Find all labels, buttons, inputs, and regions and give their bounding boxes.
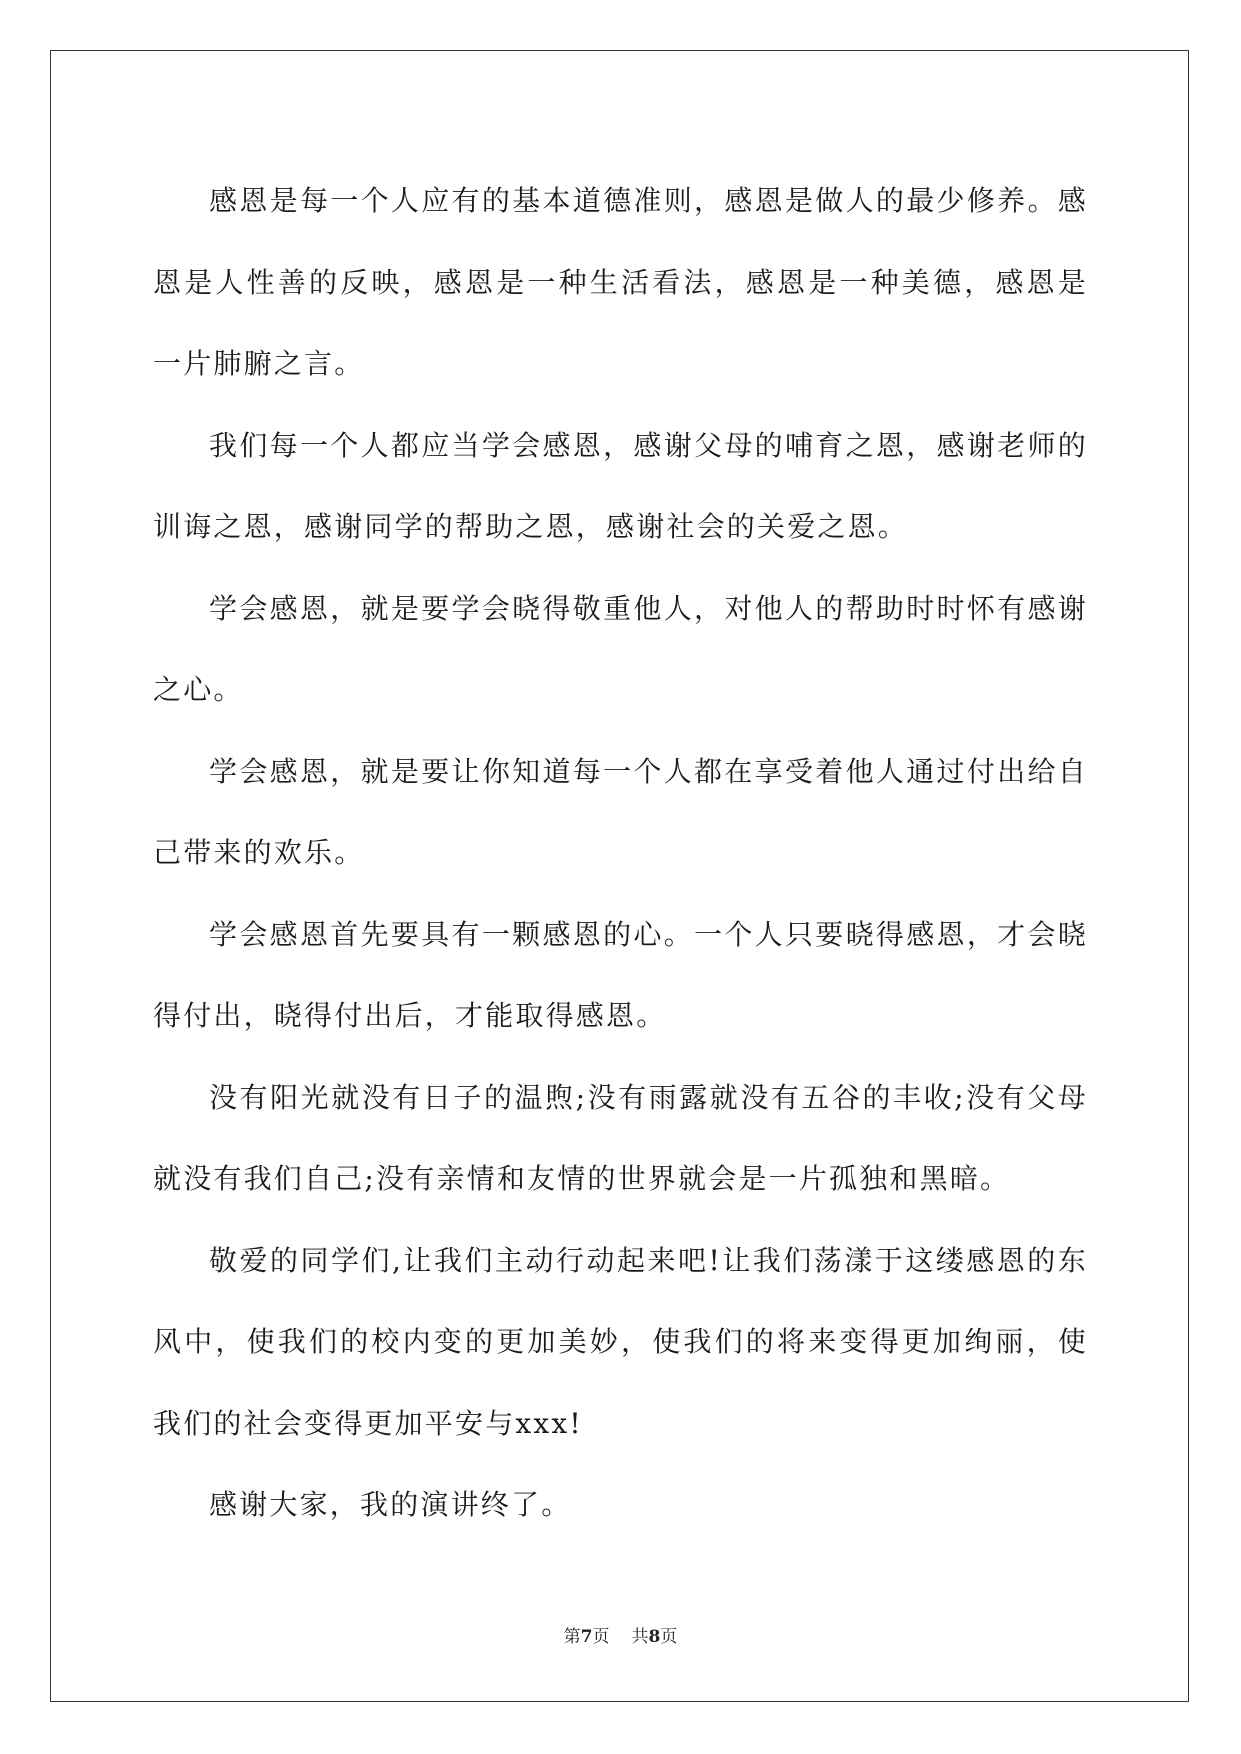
page-number-current: 7 (580, 1627, 593, 1647)
page-total-unit: 页 (660, 1627, 678, 1647)
paragraph-5: 学会感恩首先要具有一颗感恩的心。一个人只要晓得感恩，才会晓得付出，晓得付出后，才能取得感恩。 (153, 917, 1088, 1032)
page-total-prefix: 共 (631, 1627, 649, 1647)
page-number-prefix: 第 (563, 1627, 581, 1647)
paragraph-7: 敬爱的同学们,让我们主动行动起来吧!让我们荡漾于这缕感恩的东风中，使我们的校内变的更加美妙，使我们的将来变得更加绚丽，使我们的社会变得更加平安与xxx! (153, 1243, 1088, 1440)
page-total-count: 8 (648, 1627, 661, 1647)
paragraph-8: 感谢大家，我的演讲终了。 (209, 1488, 572, 1521)
paragraph-6: 没有阳光就没有日子的温煦;没有雨露就没有五谷的丰收;没有父母就没有我们自己;没有亲情和友情的世界就会是一片孤独和黑暗。 (153, 1080, 1088, 1195)
document-body (153, 160, 1088, 1546)
paragraph-1: 感恩是每一个人应有的基本道德准则，感恩是做人的最少修养。感恩是人性善的反映，感恩是一种生活看法，感恩是一种美德，感恩是一片肺腑之言。 (153, 184, 1088, 380)
paragraph-4: 学会感恩，就是要让你知道每一个人都在享受着他人通过付出给自己带来的欢乐。 (153, 754, 1088, 869)
paragraph-2: 我们每一个人都应当学会感恩，感谢父母的哺育之恩，感谢老师的训诲之恩，感谢同学的帮助之恩，感谢社会的关爱之恩。 (153, 428, 1088, 543)
paragraph-3: 学会感恩，就是要学会晓得敬重他人，对他人的帮助时时怀有感谢之心。 (153, 591, 1088, 706)
page-number-unit: 页 (592, 1627, 610, 1647)
page-footer (0, 1622, 1241, 1647)
